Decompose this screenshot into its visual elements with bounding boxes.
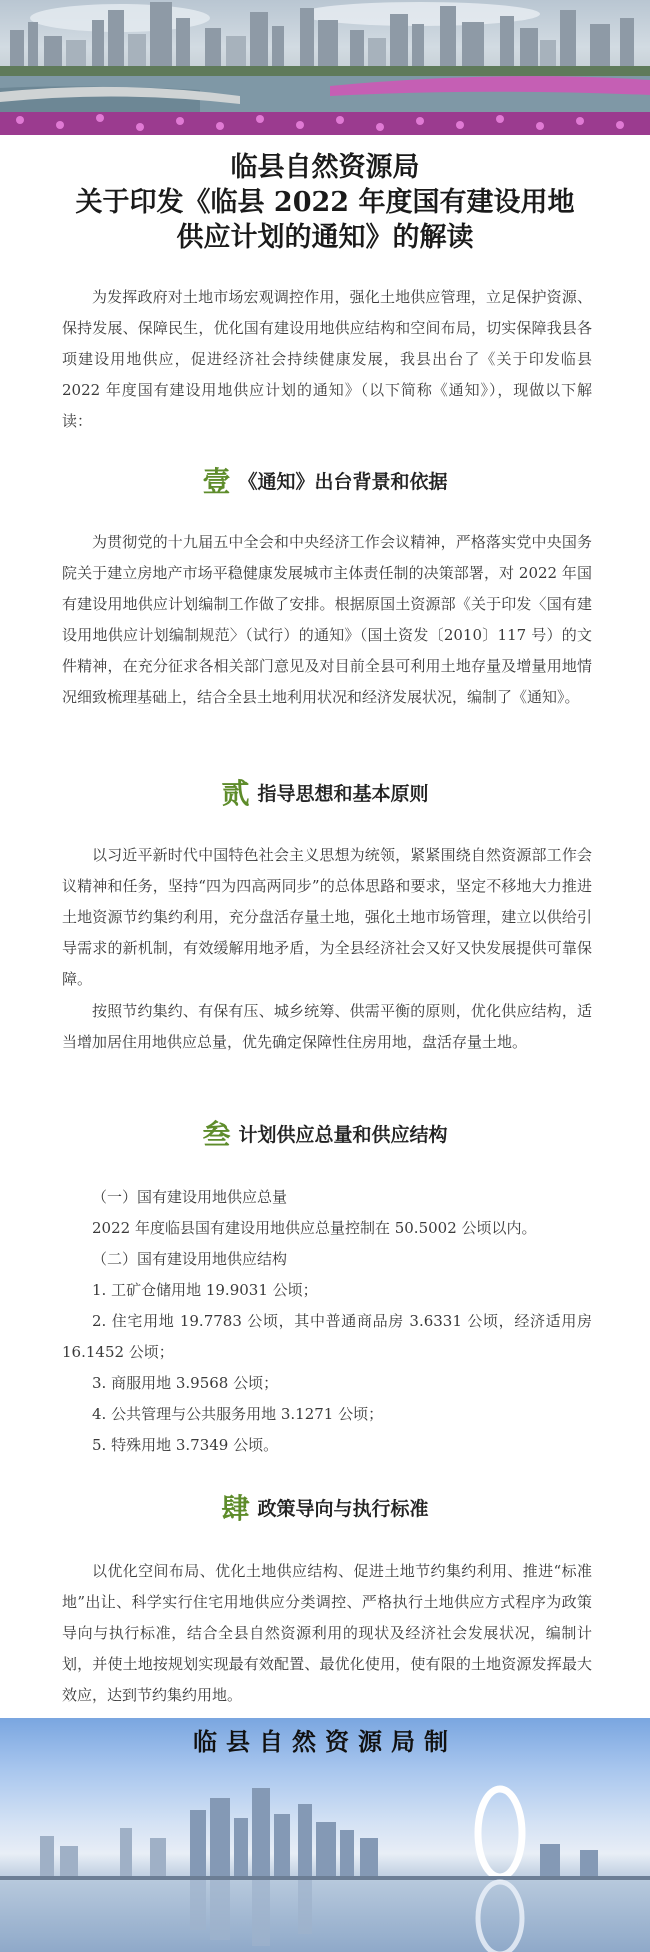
supply-total-subheading: （一）国有建设用地供应总量 <box>92 1188 288 1206</box>
section-1-title: 《通知》出台背景和依据 <box>238 470 448 493</box>
section-1-paragraph: 为贯彻党的十九届五中全会和中央经济工作会议精神，严格落实党中央国务院关于建立房地产市场平稳健康发展城市主体责任制的决策部署，对 2022 年国有建设用地供应计划编制工作做了安排。根据原国土资源部《关于印发〈国有建设用地供应计划编制规范〉（试行）的通知》（国土资发〔2010〕117 号）的文件精神，在充分征求各相关部门意见及对目前全县可利用土地存量及增量用地情况细致梳理基础上，结合全县土地利用状况和经济发展状况，编制了《通知》。 <box>62 533 592 706</box>
supply-item-3: 3. 商服用地 3.9568 公顷； <box>92 1374 279 1392</box>
supply-structure-subheading: （二）国有建设用地供应结构 <box>92 1250 288 1268</box>
section-1-heading <box>0 460 650 500</box>
section-2-paragraph-1: 以习近平新时代中国特色社会主义思想为统领，紧紧围绕自然资源部工作会议精神和任务，坚持“四为四高两同步”的总体思路和要求，坚定不移地大力推进土地资源节约集约利用，充分盘活存量土地，强化土地市场管理，建立以供给引导需求的新机制，有效缓解用地矛盾，为全县经济社会又好又快发展提供可靠保障。 <box>62 846 592 988</box>
header-banner-image <box>0 0 650 135</box>
section-4-paragraph: 以优化空间布局、优化土地供应结构、促进土地节约集约利用、推进“标准地”出让、科学实行住宅用地供应分类调控、严格执行土地供应方式程序为政策导向与执行标准，结合全县自然资源利用的现状及经济社会发展状况，编制计划，并使土地按规划实现最有效配置、最优化使用，使有限的土地资源发挥最大效应，达到节约集约用地。 <box>62 1562 592 1704</box>
section-2-number: 贰 <box>221 777 250 810</box>
supply-item-1: 1. 工矿仓储用地 19.9031 公顷； <box>92 1281 318 1299</box>
intro-paragraph: 为发挥政府对土地市场宏观调控作用，强化土地供应管理，立足保护资源、保持发展、保障民生，优化国有建设用地供应结构和空间布局，切实保障我县各项建设用地供应，促进经济社会持续健康发展，我县出台了《关于印发临县 2022 年度国有建设用地供应计划的通知》（以下简称《通知》），现做以下解读： <box>62 288 592 430</box>
supply-total-text: 2022 年度临县国有建设用地供应总量控制在 50.5002 公顷以内。 <box>92 1219 537 1237</box>
supply-item-4: 4. 公共管理与公共服务用地 3.1271 公顷； <box>92 1405 384 1423</box>
title-line-3: 供应计划的通知》的解读 <box>176 222 474 253</box>
supply-item-5: 5. 特殊用地 3.7349 公顷。 <box>92 1436 279 1454</box>
section-4-title: 政策导向与执行标准 <box>257 1497 429 1520</box>
section-3-number: 叁 <box>202 1118 231 1151</box>
section-2-title: 指导思想和基本原则 <box>257 782 429 805</box>
section-4-number: 肆 <box>221 1492 250 1525</box>
title-line-1: 临县自然资源局 <box>230 152 420 183</box>
section-3-title: 计划供应总量和供应结构 <box>238 1123 448 1146</box>
section-3-heading <box>0 1113 650 1153</box>
page-title <box>0 150 650 255</box>
city-skyline-illustration <box>0 0 650 135</box>
issuing-organization: 临县自然资源局制 <box>193 1727 457 1756</box>
section-1-number: 壹 <box>202 465 231 498</box>
section-4-heading <box>0 1487 650 1527</box>
section-2-heading <box>0 772 650 812</box>
section-2-paragraph-2: 按照节约集约、有保有压、城乡统筹、供需平衡的原则，优化供应结构，适当增加居住用地供应总量，优先确定保障性住房用地，盘活存量土地。 <box>62 1002 592 1051</box>
title-line-2: 关于印发《临县 2022 年度国有建设用地 <box>75 187 575 218</box>
supply-item-2: 2. 住宅用地 19.7783 公顷，其中普通商品房 3.6331 公顷，经济适用房 16.1452 公顷； <box>62 1312 592 1361</box>
